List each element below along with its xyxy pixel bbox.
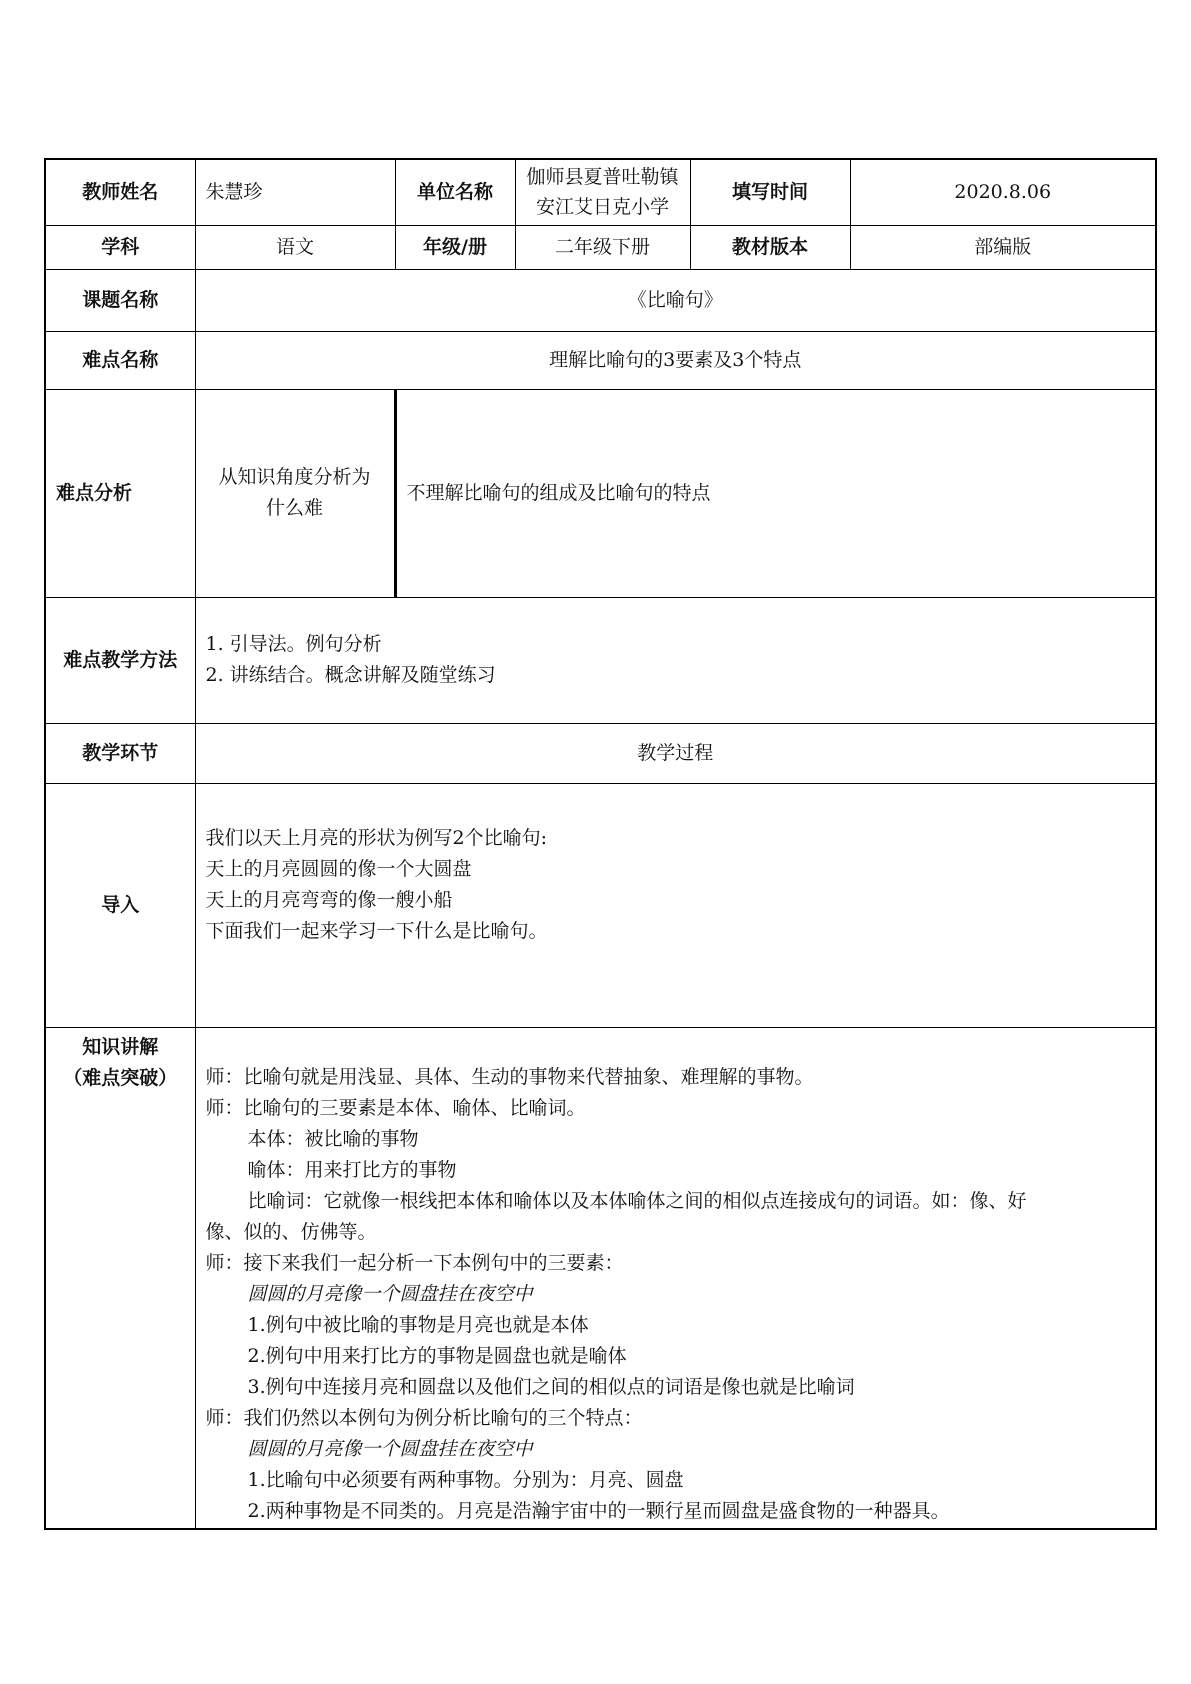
intro-content [195,783,1156,1027]
edition-label: 教材版本 [690,225,850,269]
unit-name-line-2: 安江艾日克小学 [535,196,669,219]
fill-date-label: 填写时间 [690,159,850,225]
topic-value: 《比喻句》 [195,269,1156,331]
header-row-2 [45,225,1156,269]
lesson-plan-form [44,158,1155,1530]
grade-label: 年级/册 [395,225,515,269]
knowledge-label-line-1: 知识讲解 [82,1035,159,1058]
analysis-label: 难点分析 [45,389,195,597]
analysis-sub-label-line-2: 什么难 [265,497,323,519]
edition-value: 部编版 [850,225,1156,269]
knowledge-content [195,1027,1156,1529]
method-label: 难点教学方法 [45,597,195,723]
analysis-value: 不理解比喻句的组成及比喻句的特点 [395,389,1156,597]
knowledge-line-11: 师：我们仍然以本例句为例分析比喻句的三个特点： [205,1406,643,1429]
unit-name-line-1: 伽师县夏普吐勒镇 [526,166,679,189]
knowledge-line-9: 2.例句中用来打比方的事物是圆盘也就是喻体 [247,1344,627,1367]
header-row-1 [45,159,1156,225]
intro-line-4: 下面我们一起来学习一下什么是比喻句。 [205,920,548,942]
knowledge-label [45,1027,195,1529]
method-item-2: 2. 讲练结合。概念讲解及随堂练习 [205,664,496,686]
teacher-name-label: 教师姓名 [45,159,195,225]
knowledge-line-4: 喻体：用来打比方的事物 [247,1158,457,1181]
process-label: 教学过程 [195,723,1156,783]
knowledge-line-2: 师：比喻句的三要素是本体、喻体、比喻词。 [205,1096,586,1119]
analysis-sub-label-line-1: 从知识角度分析为 [218,466,371,488]
lesson-plan-table [44,158,1157,1530]
knowledge-label-line-2: （难点突破） [63,1066,178,1089]
intro-label: 导入 [45,783,195,1027]
analysis-row [45,389,1156,597]
intro-row [45,783,1156,1027]
subject-label: 学科 [45,225,195,269]
unit-name-label: 单位名称 [395,159,515,225]
subject-value: 语文 [195,225,395,269]
intro-line-1: 我们以天上月亮的形状为例写2个比喻句: [205,827,547,849]
intro-line-2: 天上的月亮圆圆的像一个大圆盘 [205,858,472,880]
knowledge-row [45,1027,1156,1529]
example-sentence-2: 圆圆的月亮像一个圆盘挂在夜空中 [247,1437,533,1460]
intro-line-3: 天上的月亮弯弯的像一艘小船 [205,889,453,911]
difficulty-value: 理解比喻句的3要素及3个特点 [195,331,1156,389]
difficulty-row [45,331,1156,389]
knowledge-line-5a: 比喻词：它就像一根线把本体和喻体以及本体喻体之间的相似点连接成句的词语。如：像、好 [247,1189,1027,1212]
process-header-row [45,723,1156,783]
unit-name-value [515,159,690,225]
teacher-name-value: 朱慧珍 [195,159,395,225]
knowledge-line-10: 3.例句中连接月亮和圆盘以及他们之间的相似点的词语是像也就是比喻词 [247,1375,855,1398]
method-value [195,597,1156,723]
analysis-sub-label [195,389,395,597]
knowledge-line-13: 1.比喻句中必须要有两种事物。分别为：月亮、圆盘 [247,1468,684,1491]
method-item-1: 1. 引导法。例句分析 [205,633,382,655]
grade-value: 二年级下册 [515,225,690,269]
knowledge-line-14: 2.两种事物是不同类的。月亮是浩瀚宇宙中的一颗行星而圆盘是盛食物的一种器具。 [247,1499,950,1522]
knowledge-line-8: 1.例句中被比喻的事物是月亮也就是本体 [247,1313,589,1336]
topic-row [45,269,1156,331]
example-sentence-1: 圆圆的月亮像一个圆盘挂在夜空中 [247,1282,533,1305]
difficulty-label: 难点名称 [45,331,195,389]
knowledge-line-6: 师：接下来我们一起分析一下本例句中的三要素： [205,1251,624,1274]
process-stage-label: 教学环节 [45,723,195,783]
knowledge-line-1: 师：比喻句就是用浅显、具体、生动的事物来代替抽象、难理解的事物。 [205,1065,814,1088]
topic-label: 课题名称 [45,269,195,331]
knowledge-line-5b: 像、似的、仿佛等。 [205,1220,377,1243]
fill-date-value: 2020.8.06 [850,159,1156,225]
method-row [45,597,1156,723]
knowledge-line-3: 本体：被比喻的事物 [247,1127,419,1150]
